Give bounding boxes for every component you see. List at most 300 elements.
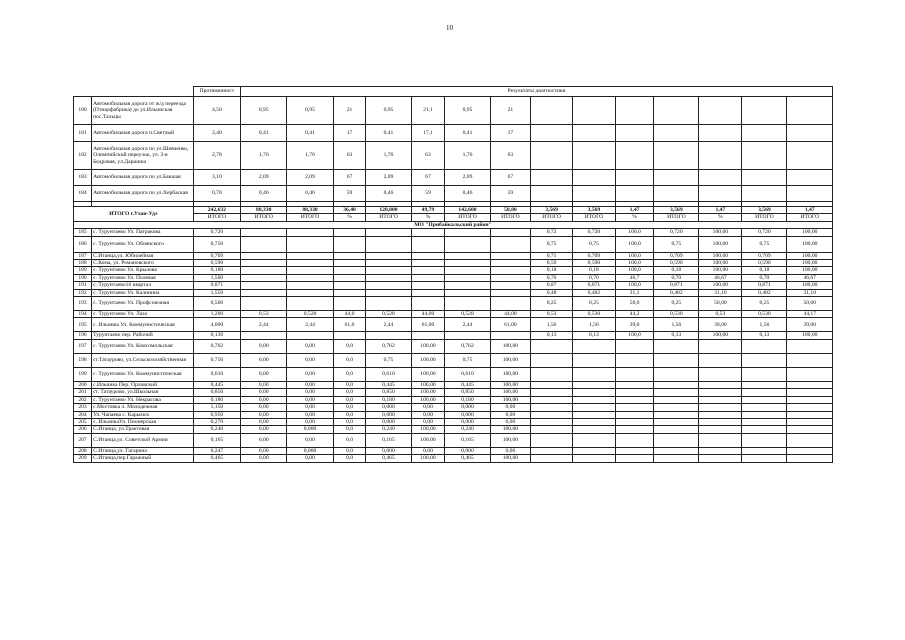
table-row xyxy=(74,297,833,311)
road-name: С.Итанца,ул. Юбилейная xyxy=(92,252,194,259)
value-cell: 0,00 xyxy=(241,367,287,381)
value-cell: 63 xyxy=(333,142,366,170)
value-cell: 0,445 xyxy=(366,381,411,388)
road-length: 0,500 xyxy=(193,297,240,311)
value-cell xyxy=(572,418,615,425)
empty-cell xyxy=(572,186,615,202)
value-cell: 2,44 xyxy=(241,318,287,332)
value-cell: 0,850 xyxy=(445,389,490,396)
value-cell xyxy=(490,260,531,267)
value-cell: 21 xyxy=(333,97,366,125)
value-cell xyxy=(490,297,531,311)
value-cell: 0,0 xyxy=(333,389,366,396)
road-name: с. Турунтаево Ул. Обоянского xyxy=(92,236,194,252)
total-value: 3,569 xyxy=(742,207,787,214)
value-cell: 0,46 xyxy=(241,186,287,202)
value-cell xyxy=(287,229,333,236)
value-cell: 0,871 xyxy=(572,282,615,289)
value-cell xyxy=(572,455,615,462)
value-cell: 0,00 xyxy=(411,447,445,454)
value-cell xyxy=(333,229,366,236)
value-cell: 0,00 xyxy=(411,404,445,411)
row-number: 184 xyxy=(74,186,92,202)
total-value: 120,800 xyxy=(366,207,411,214)
road-name: Автомобильная дорога по ул.Бакшая xyxy=(92,170,194,186)
page-number: 10 xyxy=(446,24,453,32)
value-cell: 0,000 xyxy=(445,404,490,411)
total-sub-label: ИТОГО xyxy=(654,214,699,221)
value-cell xyxy=(333,332,366,339)
value-cell: 0,71 xyxy=(531,252,573,259)
value-cell: 46,67 xyxy=(699,274,742,281)
value-cell xyxy=(333,236,366,252)
road-length: 0,270 xyxy=(193,418,240,425)
value-cell xyxy=(787,455,833,462)
value-cell: 44,17 xyxy=(787,311,833,318)
value-cell xyxy=(654,381,699,388)
row-number: 194 xyxy=(74,311,92,318)
value-cell xyxy=(241,229,287,236)
road-name: Турунтаево пер. Рабочий xyxy=(92,332,194,339)
value-cell: 0,18 xyxy=(531,267,573,274)
value-cell xyxy=(742,426,787,433)
value-cell: 67 xyxy=(411,170,445,186)
value-cell xyxy=(572,426,615,433)
value-cell: 0,528 xyxy=(445,311,490,318)
table-row xyxy=(74,236,833,252)
value-cell: 2,44 xyxy=(287,318,333,332)
value-cell: 100,00 xyxy=(699,267,742,274)
value-cell: 1,76 xyxy=(241,142,287,170)
value-cell: 0,75 xyxy=(572,236,615,252)
value-cell xyxy=(287,332,333,339)
empty-cell xyxy=(531,125,573,142)
value-cell xyxy=(490,289,531,296)
row-number: 190 xyxy=(74,274,92,281)
value-cell xyxy=(411,274,445,281)
value-cell: 100,0 xyxy=(615,260,653,267)
section-row xyxy=(74,221,833,228)
value-cell xyxy=(615,353,653,367)
value-cell: 0,0 xyxy=(333,433,366,447)
table-row xyxy=(74,125,833,142)
value-cell: 21,1 xyxy=(411,97,445,125)
value-cell: 100,00 xyxy=(411,339,445,353)
value-cell xyxy=(531,389,573,396)
value-cell: 0,41 xyxy=(366,125,411,142)
value-cell: 67 xyxy=(490,170,531,186)
value-cell xyxy=(490,252,531,259)
value-cell: 100,00 xyxy=(490,381,531,388)
value-cell: 100,0 xyxy=(615,252,653,259)
value-cell xyxy=(445,297,490,311)
road-name: С.Итанца, ул.Трактовая xyxy=(92,426,194,433)
road-name: С.Итанца,пер.Гаражный xyxy=(92,455,194,462)
empty-cell xyxy=(742,170,787,186)
value-cell: 50,0 xyxy=(615,297,653,311)
empty-cell xyxy=(615,142,653,170)
total-sub-label: ИТОГО xyxy=(531,214,573,221)
road-length: 0,750 xyxy=(193,236,240,252)
total-value: 3,569 xyxy=(531,207,573,214)
value-cell: 0,00 xyxy=(411,411,445,418)
empty-cell xyxy=(699,97,742,125)
road-length: 0,590 xyxy=(193,260,240,267)
value-cell: 1,76 xyxy=(445,142,490,170)
value-cell xyxy=(287,289,333,296)
row-number: 180 xyxy=(74,97,92,125)
value-cell xyxy=(615,447,653,454)
road-length: 0,165 xyxy=(193,433,240,447)
value-cell xyxy=(654,418,699,425)
value-cell xyxy=(699,418,742,425)
value-cell: 61,00 xyxy=(490,318,531,332)
value-cell: 0,72 xyxy=(531,229,573,236)
table-row xyxy=(74,311,833,318)
value-cell: 0,465 xyxy=(445,455,490,462)
total-value: 1,47 xyxy=(699,207,742,214)
value-cell xyxy=(531,433,573,447)
empty-cell xyxy=(787,125,833,142)
value-cell xyxy=(490,282,531,289)
row-number: 193 xyxy=(74,297,92,311)
value-cell xyxy=(787,418,833,425)
header-row xyxy=(74,87,833,97)
value-cell: 0,41 xyxy=(241,125,287,142)
road-name: с.Ильинка Пер. Орловский xyxy=(92,381,194,388)
value-cell: 0,41 xyxy=(287,125,333,142)
value-cell xyxy=(787,411,833,418)
value-cell: 39,0 xyxy=(615,318,653,332)
value-cell: 100,00 xyxy=(411,455,445,462)
value-cell: 46,67 xyxy=(787,274,833,281)
value-cell xyxy=(490,229,531,236)
value-cell: 100,00 xyxy=(490,353,531,367)
value-cell: 0,00 xyxy=(241,396,287,403)
value-cell: 0,165 xyxy=(366,433,411,447)
value-cell xyxy=(572,389,615,396)
value-cell xyxy=(411,289,445,296)
empty-cell xyxy=(654,97,699,125)
road-name: с. Турунтаево Ул. Некрасова xyxy=(92,396,194,403)
value-cell: 0,590 xyxy=(742,260,787,267)
value-cell xyxy=(333,252,366,259)
value-cell: 100,0 xyxy=(615,332,653,339)
road-length: 2,78 xyxy=(193,142,240,170)
empty-cell xyxy=(787,186,833,202)
value-cell xyxy=(615,389,653,396)
empty-cell xyxy=(742,97,787,125)
table-row xyxy=(74,170,833,186)
value-cell xyxy=(699,389,742,396)
empty-cell xyxy=(787,142,833,170)
value-cell: 0,00 xyxy=(241,447,287,454)
value-cell xyxy=(490,236,531,252)
value-cell xyxy=(287,297,333,311)
value-cell: 2,44 xyxy=(445,318,490,332)
table-row xyxy=(74,289,833,296)
value-cell: 100,00 xyxy=(490,426,531,433)
value-cell: 100,00 xyxy=(411,396,445,403)
row-number: 196 xyxy=(74,332,92,339)
total-sub-label: ИТОГО xyxy=(445,214,490,221)
value-cell: 0,871 xyxy=(742,282,787,289)
value-cell: 21 xyxy=(490,97,531,125)
value-cell xyxy=(366,274,411,281)
value-cell: 0,000 xyxy=(445,418,490,425)
total-value: 3,569 xyxy=(572,207,615,214)
results-header: Результаты диагностики xyxy=(241,87,833,97)
row-number: 198 xyxy=(74,353,92,367)
value-cell: 50,00 xyxy=(787,297,833,311)
value-cell xyxy=(615,404,653,411)
value-cell: 0,528 xyxy=(366,311,411,318)
value-cell xyxy=(654,447,699,454)
value-cell: 0,445 xyxy=(445,381,490,388)
value-cell: 0,0 xyxy=(333,367,366,381)
road-length: 0,465 xyxy=(193,455,240,462)
value-cell: 0,95 xyxy=(366,97,411,125)
value-cell xyxy=(654,455,699,462)
value-cell xyxy=(333,297,366,311)
road-length: 0,762 xyxy=(193,339,240,353)
road-length: 1,150 xyxy=(193,404,240,411)
value-cell: 0,75 xyxy=(445,353,490,367)
value-cell: 0,0 xyxy=(333,426,366,433)
road-length: 3,10 xyxy=(193,170,240,186)
value-cell: 100,0 xyxy=(615,282,653,289)
value-cell xyxy=(366,260,411,267)
value-cell xyxy=(366,229,411,236)
road-length: 0,247 xyxy=(193,447,240,454)
row-number: 187 xyxy=(74,252,92,259)
value-cell: 0,709 xyxy=(572,252,615,259)
value-cell: 0,000 xyxy=(366,418,411,425)
value-cell: 0,00 xyxy=(241,404,287,411)
row-number: 205 xyxy=(74,418,92,425)
value-cell: 0,762 xyxy=(445,339,490,353)
value-cell xyxy=(366,282,411,289)
value-cell: 0,00 xyxy=(241,411,287,418)
value-cell xyxy=(531,418,573,425)
empty-cell xyxy=(572,125,615,142)
value-cell xyxy=(445,252,490,259)
value-cell: 0,25 xyxy=(742,297,787,311)
road-length: 0,750 xyxy=(193,353,240,367)
value-cell: 0,46 xyxy=(287,186,333,202)
value-cell: 0,70 xyxy=(531,274,573,281)
value-cell: 0,165 xyxy=(445,433,490,447)
total-value: 88,330 xyxy=(241,207,287,214)
total-sub-label: % xyxy=(411,214,445,221)
total-sub-label: ИТОГО xyxy=(366,214,411,221)
value-cell: 100,00 xyxy=(787,229,833,236)
value-cell: 0,180 xyxy=(445,396,490,403)
value-cell xyxy=(241,236,287,252)
value-cell xyxy=(572,339,615,353)
value-cell: 2,09 xyxy=(366,170,411,186)
total-sub-label: ИТОГО xyxy=(490,214,531,221)
value-cell xyxy=(742,455,787,462)
total-value: 88,330 xyxy=(287,207,333,214)
value-cell: 2,09 xyxy=(241,170,287,186)
road-length: 4,50 xyxy=(193,97,240,125)
value-cell xyxy=(572,433,615,447)
empty-cell xyxy=(787,170,833,186)
row-number: 181 xyxy=(74,125,92,142)
total-sub-label: % xyxy=(699,214,742,221)
value-cell xyxy=(572,447,615,454)
road-length: 1,550 xyxy=(193,289,240,296)
value-cell: 59 xyxy=(411,186,445,202)
road-name: с. ИльинкаУл. Пионерская xyxy=(92,418,194,425)
value-cell: 0,00 xyxy=(490,447,531,454)
value-cell: 0,00 xyxy=(287,433,333,447)
value-cell: 100,00 xyxy=(787,332,833,339)
value-cell: 61,0 xyxy=(333,318,366,332)
value-cell: 17,1 xyxy=(411,125,445,142)
value-cell xyxy=(615,426,653,433)
value-cell xyxy=(699,411,742,418)
total-sub-label: ИТОГО xyxy=(241,214,287,221)
value-cell: 0,18 xyxy=(742,267,787,274)
value-cell: 0,0 xyxy=(333,418,366,425)
value-cell: 0,0 xyxy=(333,447,366,454)
total-sub-label: ИТОГО xyxy=(742,214,787,221)
value-cell xyxy=(366,297,411,311)
table-row xyxy=(74,426,833,433)
diagnostics-table xyxy=(73,86,833,463)
value-cell: 1,56 xyxy=(572,318,615,332)
total-value: 1,47 xyxy=(615,207,653,214)
value-cell xyxy=(742,367,787,381)
empty-cell xyxy=(699,125,742,142)
total-sub-label: ИТОГО xyxy=(787,214,833,221)
value-cell xyxy=(445,332,490,339)
value-cell: 0,95 xyxy=(241,97,287,125)
table-row xyxy=(74,447,833,454)
value-cell: 100,00 xyxy=(411,389,445,396)
value-cell xyxy=(445,236,490,252)
road-length: 0,445 xyxy=(193,381,240,388)
value-cell: 0,0 xyxy=(333,455,366,462)
value-cell xyxy=(411,260,445,267)
table-row xyxy=(74,353,833,367)
value-cell: 0,75 xyxy=(654,236,699,252)
value-cell xyxy=(490,267,531,274)
value-cell: 44,0 xyxy=(333,311,366,318)
value-cell: 0,00 xyxy=(241,433,287,447)
value-cell: 100,00 xyxy=(490,367,531,381)
value-cell: 0,528 xyxy=(287,311,333,318)
value-cell xyxy=(445,267,490,274)
value-cell xyxy=(366,267,411,274)
table-row xyxy=(74,274,833,281)
value-cell xyxy=(366,236,411,252)
road-name: Автомобильная дорога от ж/д переезда (Птицефабрика) до ул.Ильинская пос.Тальцы xyxy=(92,97,194,125)
value-cell xyxy=(366,289,411,296)
value-cell xyxy=(572,367,615,381)
value-cell xyxy=(742,404,787,411)
value-cell xyxy=(531,381,573,388)
value-cell: 50,00 xyxy=(699,297,742,311)
value-cell xyxy=(615,411,653,418)
row-number: 207 xyxy=(74,433,92,447)
empty-cell xyxy=(531,186,573,202)
value-cell: 0,720 xyxy=(742,229,787,236)
value-cell xyxy=(699,396,742,403)
value-cell: 100,00 xyxy=(490,433,531,447)
value-cell xyxy=(333,282,366,289)
value-cell xyxy=(787,396,833,403)
value-cell xyxy=(287,267,333,274)
value-cell: 0,00 xyxy=(287,411,333,418)
value-cell xyxy=(654,389,699,396)
empty-cell xyxy=(699,170,742,186)
road-length: 0,871 xyxy=(193,282,240,289)
value-cell xyxy=(411,297,445,311)
value-cell xyxy=(411,252,445,259)
road-name: с. Турунтаево Ул. Патракова xyxy=(92,229,194,236)
row-number: 195 xyxy=(74,318,92,332)
row-number: 197 xyxy=(74,339,92,353)
table-row xyxy=(74,455,833,462)
value-cell: 0,000 xyxy=(366,447,411,454)
value-cell xyxy=(411,229,445,236)
road-length: 0,950 xyxy=(193,411,240,418)
value-cell: 0,25 xyxy=(572,297,615,311)
value-cell: 100,00 xyxy=(699,282,742,289)
value-cell xyxy=(531,396,573,403)
road-name: с. Турунтаево16 квартал xyxy=(92,282,194,289)
value-cell: 2,09 xyxy=(445,170,490,186)
road-length: 1,500 xyxy=(193,274,240,281)
total-value: 242,632 xyxy=(193,207,240,214)
value-cell: 0,00 xyxy=(287,389,333,396)
value-cell xyxy=(445,260,490,267)
value-cell xyxy=(742,418,787,425)
value-cell: 0,610 xyxy=(445,367,490,381)
value-cell: 1,76 xyxy=(287,142,333,170)
value-cell xyxy=(654,404,699,411)
value-cell: 0,709 xyxy=(742,252,787,259)
row-number: 202 xyxy=(74,396,92,403)
value-cell xyxy=(787,353,833,367)
value-cell: 0,13 xyxy=(654,332,699,339)
value-cell: 0,000 xyxy=(366,411,411,418)
value-cell xyxy=(241,297,287,311)
value-cell: 0,482 xyxy=(654,289,699,296)
value-cell xyxy=(366,332,411,339)
road-name: с. Турунтаево Ул. Лазо xyxy=(92,311,194,318)
value-cell: 0,00 xyxy=(241,418,287,425)
row-number: 200 xyxy=(74,381,92,388)
value-cell: 61,00 xyxy=(411,318,445,332)
value-cell xyxy=(241,289,287,296)
value-cell: 67 xyxy=(333,170,366,186)
empty-cell xyxy=(654,170,699,186)
value-cell xyxy=(787,381,833,388)
value-cell: 17 xyxy=(490,125,531,142)
road-name: с. Турунтаево Ул. Полевая xyxy=(92,274,194,281)
value-cell: 0,25 xyxy=(654,297,699,311)
value-cell: 0,00 xyxy=(287,455,333,462)
value-cell xyxy=(411,267,445,274)
road-length: 0,180 xyxy=(193,396,240,403)
value-cell xyxy=(742,381,787,388)
road-name: с.Мостовка л. Молодежная xyxy=(92,404,194,411)
table-row xyxy=(74,367,833,381)
